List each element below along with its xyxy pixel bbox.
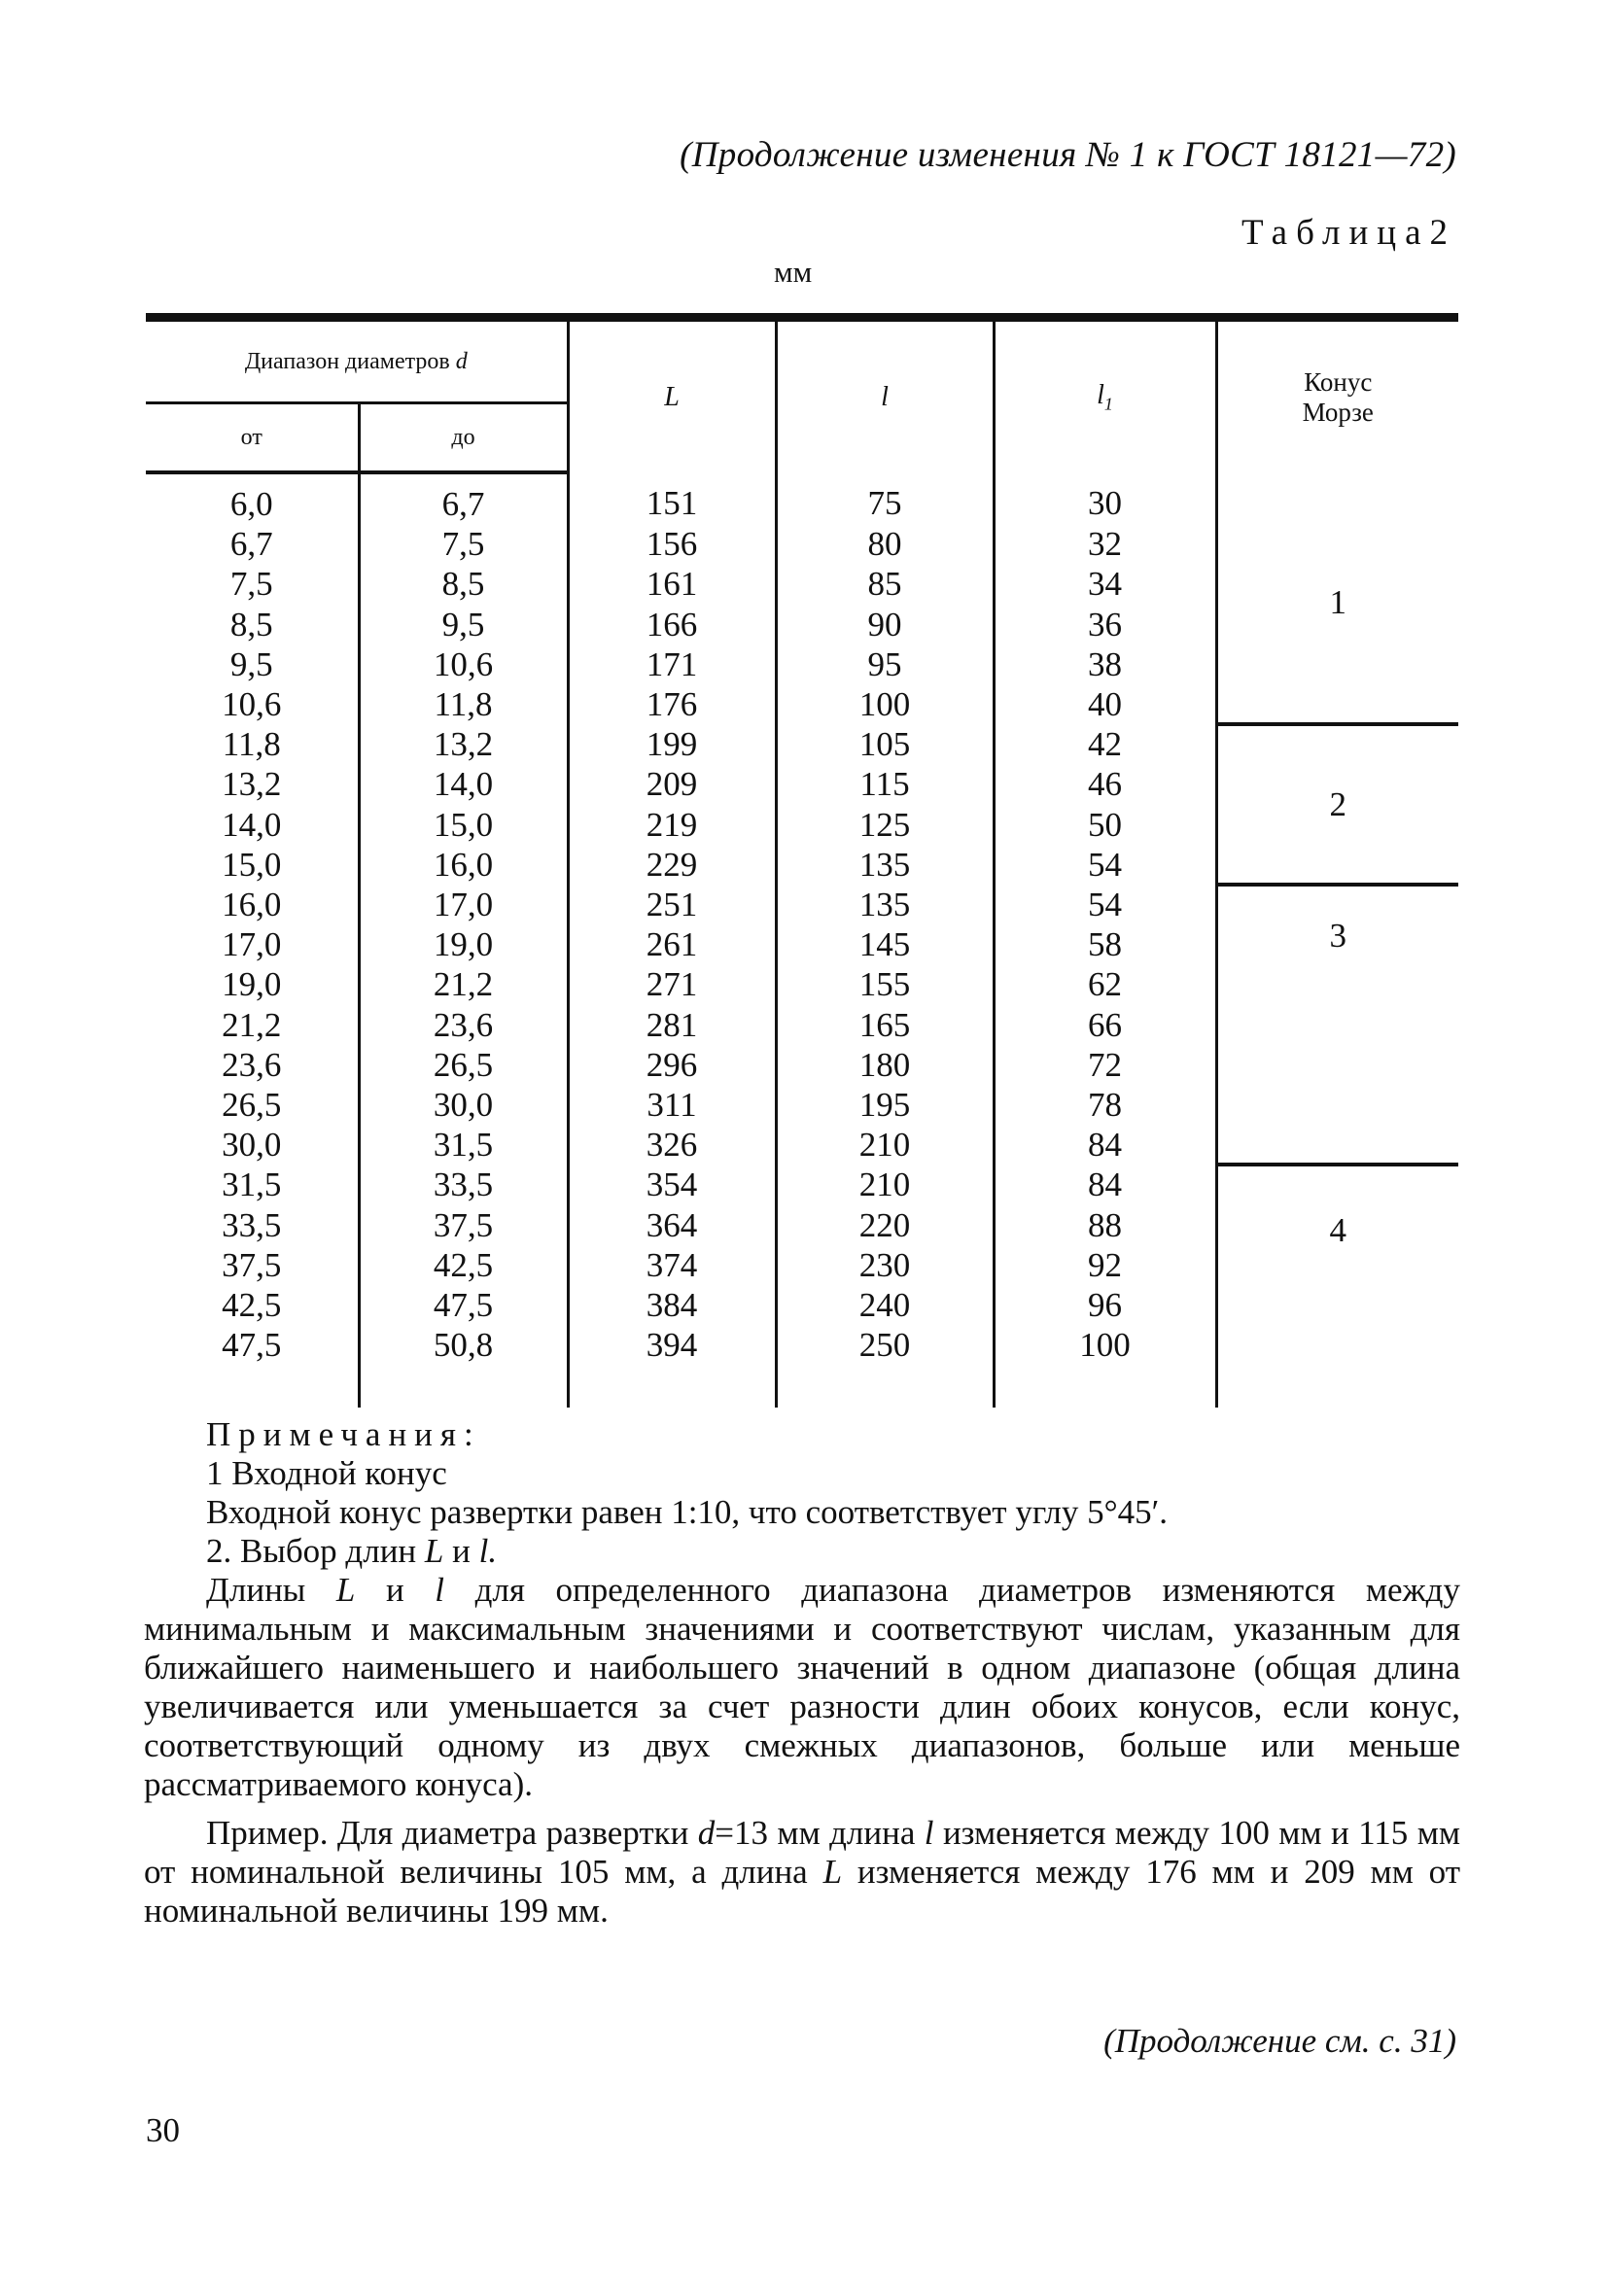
cell-L: 229 (568, 845, 776, 885)
cell-from: 11,8 (222, 725, 281, 764)
table-row (146, 724, 1458, 764)
cell-l1: 40 (994, 684, 1216, 724)
cell-from: 10,6 (222, 685, 282, 724)
cell-L: 394 (568, 1325, 776, 1365)
note-2-text-and: и (385, 1571, 404, 1609)
cell-L: 296 (568, 1045, 776, 1085)
cell-to: 10,6 (359, 644, 568, 684)
morse-taper-4: 4 (1216, 1165, 1458, 1408)
cell-l1: 38 (994, 644, 1216, 684)
cell-l: 195 (776, 1085, 994, 1125)
note-2-title (206, 1532, 1460, 1571)
cell-L: 374 (568, 1245, 776, 1285)
cell-empty (776, 1365, 994, 1408)
cell-l: 105 (776, 724, 994, 764)
cell-l1: 62 (994, 964, 1216, 1004)
cell-from: 23,6 (222, 1045, 282, 1084)
cell-L: 364 (568, 1205, 776, 1245)
cell-to: 15,0 (359, 805, 568, 845)
cell-from: 19,0 (222, 965, 282, 1004)
morse-taper-2: 2 (1216, 724, 1458, 885)
cell-to: 16,0 (359, 845, 568, 885)
note-2-title-l: l. (478, 1532, 498, 1570)
table-row (146, 472, 1458, 524)
cell-to: 31,5 (359, 1125, 568, 1165)
col-header-l1-subscript: 1 (1103, 394, 1113, 414)
cell-L: 326 (568, 1125, 776, 1165)
diameter-symbol: d (455, 348, 468, 374)
col-header-l: l (776, 318, 994, 473)
note-1-title: 1 Входной конус (206, 1454, 447, 1492)
cell-l1: 84 (994, 1125, 1216, 1165)
cell-from: 31,5 (222, 1165, 282, 1204)
cell-l1: 72 (994, 1045, 1216, 1085)
cell-to: 23,6 (359, 1005, 568, 1045)
cell-L: 354 (568, 1165, 776, 1204)
page-header: (Продолжение изменения № 1 к ГОСТ 18121—72) (680, 135, 1456, 175)
cell-to: 17,0 (359, 885, 568, 924)
cell-l: 95 (776, 644, 994, 684)
cell-l1: 42 (994, 724, 1216, 764)
cell-l: 125 (776, 805, 994, 845)
table-row (146, 885, 1458, 924)
cell-to: 11,8 (359, 684, 568, 724)
cell-l: 115 (776, 764, 994, 804)
cell-empty (146, 1365, 359, 1408)
notes-title: Примечания: (206, 1415, 481, 1453)
col-header-morse-taper (1216, 318, 1458, 473)
cell-from: 26,5 (222, 1086, 282, 1125)
cell-l: 220 (776, 1205, 994, 1245)
cell-from: 7,5 (229, 565, 273, 604)
cell-from: 15,0 (222, 845, 282, 884)
cell-to: 7,5 (359, 524, 568, 564)
cell-l: 100 (776, 684, 994, 724)
cell-from: 37,5 (222, 1245, 282, 1284)
cell-L: 166 (568, 605, 776, 644)
cell-l: 90 (776, 605, 994, 644)
cell-l: 250 (776, 1325, 994, 1365)
cell-l1: 46 (994, 764, 1216, 804)
cell-l: 210 (776, 1165, 994, 1204)
example-paragraph (144, 1814, 1460, 1931)
example-lead: Пример. Для диаметра развертки (206, 1814, 689, 1852)
cell-l1: 34 (994, 564, 1216, 604)
col-header-L: L (568, 318, 776, 473)
cell-l1: 84 (994, 1165, 1216, 1204)
note-2-text-l: l (435, 1571, 444, 1609)
cell-from: 13,2 (222, 765, 282, 804)
cell-l: 210 (776, 1125, 994, 1165)
cell-to: 26,5 (359, 1045, 568, 1085)
cell-l1: 58 (994, 924, 1216, 964)
cell-to: 21,2 (359, 964, 568, 1004)
cell-from: 47,5 (222, 1326, 282, 1365)
col-header-from: от (146, 403, 359, 473)
cell-to: 47,5 (359, 1285, 568, 1325)
cell-L: 251 (568, 885, 776, 924)
cell-to: 9,5 (359, 605, 568, 644)
reamer-dimensions-table (146, 313, 1458, 1408)
cell-l: 135 (776, 885, 994, 924)
cell-l1: 54 (994, 845, 1216, 885)
cell-to: 33,5 (359, 1165, 568, 1204)
cell-to: 37,5 (359, 1205, 568, 1245)
cell-L: 199 (568, 724, 776, 764)
cell-l: 165 (776, 1005, 994, 1045)
cell-to: 8,5 (359, 564, 568, 604)
cell-L: 156 (568, 524, 776, 564)
cell-empty (359, 1365, 568, 1408)
cell-L: 161 (568, 564, 776, 604)
example-l: l (924, 1814, 934, 1852)
morse-taper-1: 1 (1216, 472, 1458, 724)
cell-l1: 88 (994, 1205, 1216, 1245)
cell-L: 271 (568, 964, 776, 1004)
col-header-l1 (994, 318, 1216, 473)
units-label: мм (774, 255, 813, 289)
note-2-title-text: 2. Выбор длин (206, 1532, 417, 1570)
cell-L: 209 (568, 764, 776, 804)
cell-l1: 92 (994, 1245, 1216, 1285)
cell-from: 33,5 (222, 1205, 282, 1244)
note-2-text-body: для определенного диапазона диаметров изменяются между минимальным и максимальным значениями и соответствуют числам, указанным для ближайшего наименьшего и наибольшего значений в одном диапазоне (общая длина увеличивается или уменьшается за счет разности длин обоих конусов, если конус, соответствующий одному из двух смежных диапазонов, больше или меньше рассматриваемого конуса). (144, 1571, 1460, 1803)
morse-header-line2: Морзе (1302, 397, 1374, 427)
cell-from: 8,5 (229, 605, 273, 644)
note-2-title-L: L (424, 1532, 444, 1570)
cell-l: 240 (776, 1285, 994, 1325)
cell-from: 21,2 (222, 1005, 282, 1044)
cell-l1: 36 (994, 605, 1216, 644)
note-2-text (144, 1571, 1460, 1804)
cell-l: 75 (776, 472, 994, 524)
note-2-text-L: L (335, 1571, 356, 1609)
cell-l: 80 (776, 524, 994, 564)
cell-to: 13,2 (359, 724, 568, 764)
cell-from: 9,5 (229, 644, 273, 683)
note-2-title-and: и (452, 1532, 471, 1570)
cell-l1: 78 (994, 1085, 1216, 1125)
example-part-c: изменяется между 100 мм и 115 мм от номинальной величины 105 мм, а длина (144, 1814, 1460, 1891)
example-L: L (822, 1853, 843, 1891)
cell-empty (994, 1365, 1216, 1408)
cell-empty (568, 1365, 776, 1408)
cell-L: 311 (568, 1085, 776, 1125)
notes-section (144, 1415, 1461, 1931)
cell-l1: 50 (994, 805, 1216, 845)
cell-l: 85 (776, 564, 994, 604)
morse-taper-3: 3 (1216, 885, 1458, 1165)
cell-from: 42,5 (222, 1286, 282, 1325)
cell-L: 219 (568, 805, 776, 845)
cell-l: 145 (776, 924, 994, 964)
cell-l1: 100 (994, 1325, 1216, 1365)
cell-from: 6,7 (229, 525, 273, 564)
cell-l: 155 (776, 964, 994, 1004)
table-row (146, 1165, 1458, 1204)
cell-to: 42,5 (359, 1245, 568, 1285)
morse-header-line1: Конус (1304, 366, 1373, 397)
col-header-to: до (359, 403, 568, 473)
cell-from: 17,0 (222, 925, 282, 964)
footer-continuation: (Продолжение см. с. 31) (1103, 2022, 1456, 2060)
cell-from: 14,0 (222, 805, 282, 844)
cell-L: 176 (568, 684, 776, 724)
cell-l1: 66 (994, 1005, 1216, 1045)
col-header-l1-symbol: l (1097, 379, 1104, 410)
example-d: d (697, 1814, 716, 1852)
cell-L: 281 (568, 1005, 776, 1045)
cell-l: 180 (776, 1045, 994, 1085)
cell-L: 171 (568, 644, 776, 684)
cell-L: 384 (568, 1285, 776, 1325)
example-part-b: =13 мм длина (715, 1814, 916, 1852)
cell-l1: 54 (994, 885, 1216, 924)
cell-l: 135 (776, 845, 994, 885)
cell-to: 19,0 (359, 924, 568, 964)
note-1-text: Входной конус развертки равен 1:10, что соответствует углу 5°45′. (206, 1493, 1169, 1531)
cell-L: 261 (568, 924, 776, 964)
diameter-range-label: Диапазон диаметров (244, 348, 450, 374)
diameter-range-header (146, 318, 568, 403)
cell-to: 14,0 (359, 764, 568, 804)
example-part-e: изменяется между 176 мм и 209 мм от номинальной величины 199 мм. (144, 1853, 1461, 1930)
cell-to: 50,8 (359, 1325, 568, 1365)
cell-to: 30,0 (359, 1085, 568, 1125)
cell-l: 230 (776, 1245, 994, 1285)
cell-from: 30,0 (222, 1126, 282, 1165)
table-caption: Таблица2 (1241, 213, 1456, 253)
page-number: 30 (146, 2111, 180, 2149)
cell-l1: 32 (994, 524, 1216, 564)
cell-from: 16,0 (222, 886, 282, 924)
cell-L: 151 (568, 472, 776, 524)
note-2-text-lead: Длины (206, 1571, 306, 1609)
cell-to: 6,7 (359, 472, 568, 524)
cell-l1: 96 (994, 1285, 1216, 1325)
cell-from: 6,0 (229, 485, 273, 523)
cell-l1: 30 (994, 472, 1216, 524)
